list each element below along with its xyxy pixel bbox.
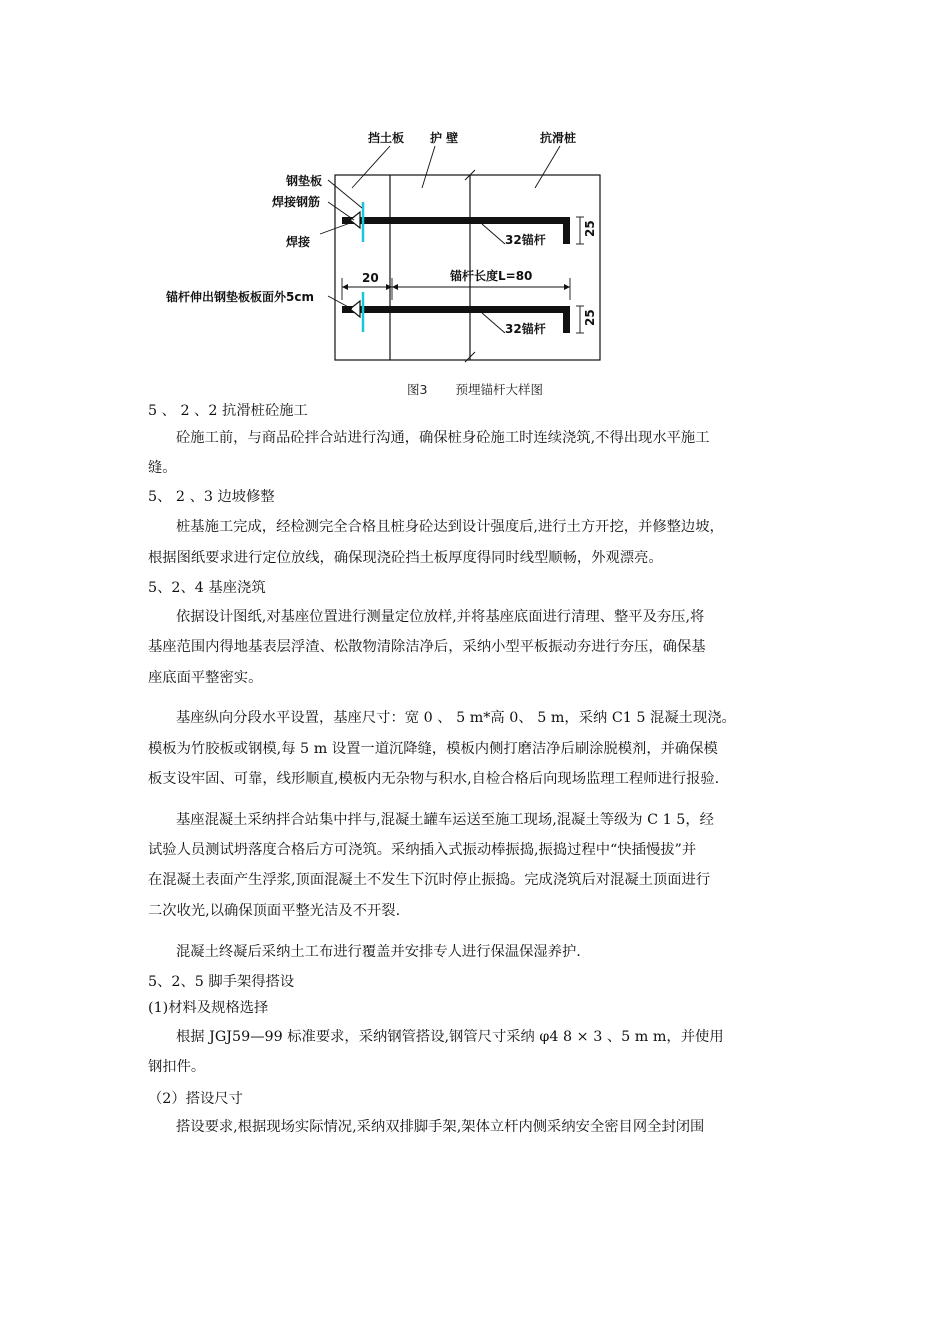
caption-number: 图3 — [407, 382, 428, 397]
figure-frame — [335, 175, 600, 360]
text-line: 根据 JGJ59—99 标准要求，采纳钢管搭设,钢管尺寸采纳 φ4 8 × 3 、5 m m，并使用 — [176, 1029, 724, 1045]
label-anchor-extend: 锚杆伸出钢垫板板面外5cm — [166, 290, 314, 304]
caption-text: 预埋锚杆大样图 — [455, 382, 543, 397]
figure-caption — [0, 380, 950, 398]
text-line: 缝。 — [148, 460, 177, 476]
anchor-rod-top — [342, 217, 570, 224]
label-protective-wall: 护 壁 — [430, 131, 459, 145]
label-anchor-bottom: 32锚杆 — [505, 322, 546, 336]
text-line: 5、2、5 脚手架得搭设 — [148, 974, 295, 990]
label-weld-rebar: 焊接钢筋 — [272, 195, 321, 209]
text-line: 砼施工前，与商品砼拌合站进行沟通，确保桩身砼施工时连续浇筑,不得出现水平施工 — [176, 430, 710, 446]
leader-retaining-plate — [352, 146, 390, 188]
text-line: （2）搭设尺寸 — [148, 1091, 243, 1107]
text-line: 板支设牢固、可靠，线形顺直,模板内无杂物与积水,自检合格后向现场监理工程师进行报验. — [148, 771, 720, 787]
label-anchor-length: 锚杆长度L=80 — [450, 269, 533, 283]
leader-anti-slide-pile — [535, 146, 560, 188]
anchor-rod-bottom — [342, 306, 570, 313]
anchor-detail-figure — [160, 120, 620, 370]
weld-mark-top — [350, 212, 360, 228]
leader-protective-wall — [422, 146, 435, 188]
label-weld: 焊接 — [286, 235, 311, 249]
label-dim-25-top: 25 — [583, 220, 597, 237]
text-line: 5、 2 、3 边坡修整 — [148, 489, 275, 505]
text-line: 基座混凝土采纳拌合站集中拌与,混凝土罐车运送至施工现场,混凝土等级为 C 1 5，经 — [176, 812, 714, 828]
text-line: 搭设要求,根据现场实际情况,采纳双排脚手架,架体立杆内侧采纳安全密目网全封闭围 — [176, 1119, 705, 1135]
text-line: 在混凝土表面产生浮浆,顶面混凝土不发生下沉时停止振捣。完成浇筑后对混凝土顶面进行 — [148, 872, 711, 888]
text-line: 模板为竹胶板或钢模,每 5 m 设置一道沉降缝，模板内侧打磨洁净后刷涂脱模剂，并确保模 — [148, 741, 718, 757]
anchor-hook-top — [563, 217, 570, 244]
text-line: 钢扣件。 — [148, 1059, 206, 1075]
label-retaining-plate: 挡土板 — [368, 131, 405, 145]
label-steel-plate: 钢垫板 — [286, 174, 323, 188]
text-line: 基座范围内得地基表层浮渣、松散物清除洁净后，采纳小型平板振动夯进行夯压，确保基 — [148, 639, 706, 655]
text-line: 座底面平整密实。 — [148, 670, 263, 686]
text-line: 基座纵向分段水平设置，基座尺寸：宽 0 、 5 m*高 0、 5 m，采纳 C1 5 混凝土现浇。 — [176, 710, 736, 726]
text-line: 二次收光,以确保顶面平整光洁及不开裂. — [148, 903, 401, 919]
label-anti-slide-pile: 抗滑桩 — [540, 131, 577, 145]
anchor-hook-bottom — [563, 306, 570, 333]
label-anchor-top: 32锚杆 — [505, 233, 546, 247]
text-line: 依据设计图纸,对基座位置进行测量定位放样,并将基座底面进行清理、整平及夯压,将 — [176, 609, 705, 625]
label-dim-25-bottom: 25 — [583, 309, 597, 326]
text-line: 桩基施工完成，经检测完全合格且桩身砼达到设计强度后,进行土方开挖，并修整边坡， — [176, 519, 724, 535]
label-dim-20: 20 — [362, 271, 379, 285]
text-line: 5 、 2 、2 抗滑桩砼施工 — [148, 403, 308, 419]
text-line: (1)材料及规格选择 — [148, 1000, 269, 1016]
text-line: 混凝土终凝后采纳土工布进行覆盖并安排专人进行保温保湿养护. — [176, 944, 581, 960]
text-line: 根据图纸要求进行定位放线，确保现浇砼挡土板厚度得同时线型顺畅，外观漂亮。 — [148, 550, 663, 566]
text-line: 试验人员测试坍落度合格后方可浇筑。采纳插入式振动棒振捣,振捣过程中“快插慢拔”并 — [148, 842, 697, 858]
text-line: 5、2、4 基座浇筑 — [148, 580, 266, 596]
